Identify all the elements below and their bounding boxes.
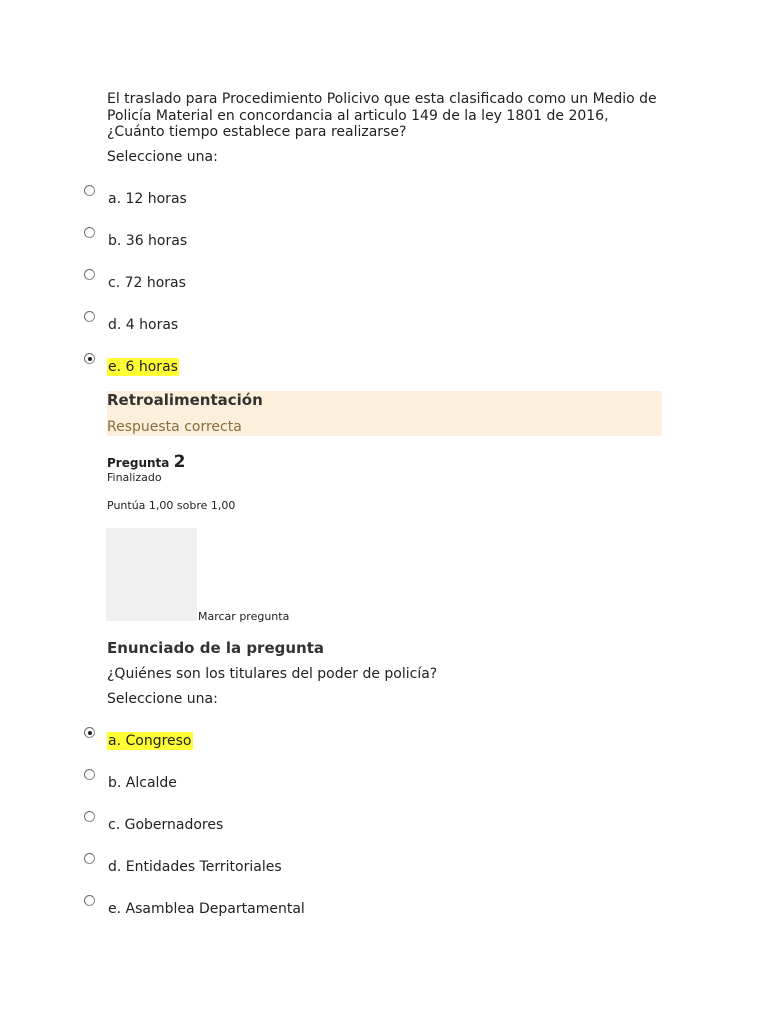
- q1-option-c-label[interactable]: c. 72 horas: [108, 275, 186, 291]
- q2-option-e-label[interactable]: e. Asamblea Departamental: [108, 901, 305, 917]
- question-2-grade: Puntúa 1,00 sobre 1,00: [107, 499, 236, 512]
- question-2-heading: Enunciado de la pregunta: [107, 639, 325, 657]
- question-1-line: El traslado para Procedimiento Policivo que esta clasificado como un Medio de: [107, 91, 657, 107]
- q1-option-a-label[interactable]: a. 12 horas: [108, 191, 187, 207]
- q2-option-c-radio[interactable]: [84, 811, 95, 822]
- flag-question-link[interactable]: Marcar pregunta: [198, 610, 290, 623]
- question-2-label: [107, 452, 185, 473]
- q1-option-b-radio[interactable]: [84, 227, 95, 238]
- feedback-title: Retroalimentación: [107, 391, 263, 409]
- q1-option-d-radio[interactable]: [84, 311, 95, 322]
- question-2-status: Finalizado: [107, 471, 162, 484]
- question-2-select-label: Seleccione una:: [107, 691, 218, 707]
- q1-option-c-radio[interactable]: [84, 269, 95, 280]
- q2-option-b-label[interactable]: b. Alcalde: [108, 775, 177, 791]
- q2-option-a-radio[interactable]: [84, 727, 95, 738]
- q2-option-b-radio[interactable]: [84, 769, 95, 780]
- question-1-line: ¿Cuánto tiempo establece para realizarse?: [107, 124, 407, 140]
- q2-option-a-label[interactable]: a. Congreso: [108, 733, 192, 749]
- question-1-select-label: Seleccione una:: [107, 149, 218, 165]
- q1-option-e-label[interactable]: e. 6 horas: [108, 359, 178, 375]
- feedback-text: Respuesta correcta: [107, 419, 242, 435]
- question-1-line: Policía Material en concordancia al articulo 149 de la ley 1801 de 2016,: [107, 107, 609, 124]
- flag-question-image[interactable]: [106, 528, 197, 621]
- q1-option-e-radio[interactable]: [84, 353, 95, 364]
- q1-option-a-radio[interactable]: [84, 185, 95, 196]
- question-2-number: 2: [173, 452, 186, 472]
- q2-option-c-label[interactable]: c. Gobernadores: [108, 817, 224, 833]
- q2-option-d-radio[interactable]: [84, 853, 95, 864]
- q1-option-b-label[interactable]: b. 36 horas: [108, 233, 188, 249]
- question-2-label-word: Pregunta: [107, 456, 170, 470]
- q2-option-e-radio[interactable]: [84, 895, 95, 906]
- question-2-text: ¿Quiénes son los titulares del poder de policía?: [107, 666, 438, 682]
- q2-option-d-label[interactable]: d. Entidades Territoriales: [108, 859, 282, 875]
- question-1-text: [107, 91, 667, 141]
- q1-option-d-label[interactable]: d. 4 horas: [108, 317, 179, 333]
